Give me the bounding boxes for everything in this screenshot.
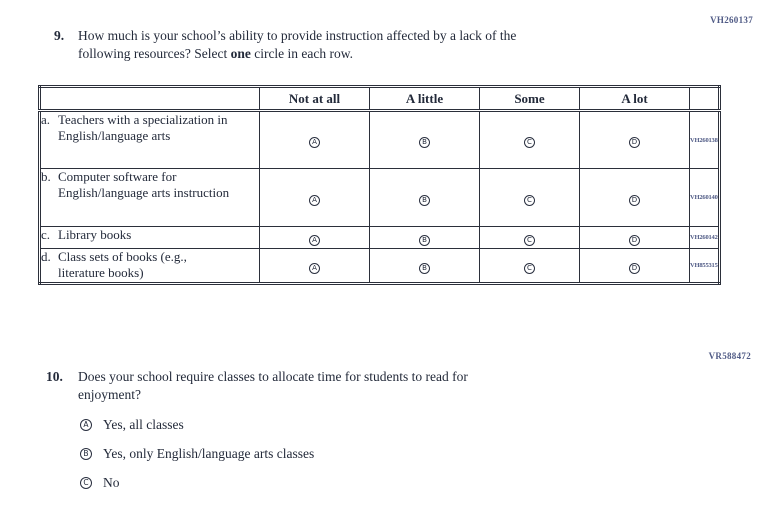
answer-circle-a[interactable]: A [309,235,320,246]
q9-prompt-bold-one: one [230,45,251,61]
option-yes-only-ela-classes [80,439,314,468]
q9-accession-code: VH260137 [710,15,753,25]
row-label-text: Teachers with a specialization in English/language arts [58,112,228,143]
answer-circle-b[interactable]: B [419,137,430,148]
answer-circle-b[interactable]: B [419,195,430,206]
row-prefix: d. [41,249,51,264]
row-label-text: Library books [58,227,132,242]
row-prefix: c. [41,227,51,242]
answer-circle-c[interactable]: C [524,235,535,246]
row-prefix: b. [41,169,51,184]
column-header-a-lot: A lot [580,87,690,111]
option-circle-a[interactable]: A [80,419,92,431]
option-label: Yes, all classes [103,416,184,432]
answer-circle-d[interactable]: D [629,235,640,246]
row-accession-code: VH260138 [690,111,720,169]
table-row [40,227,720,249]
stub-header-cell [40,87,260,111]
q10-prompt-line2: enjoyment? [78,386,141,402]
answer-circle-d[interactable]: D [629,263,640,274]
row-label-class-sets [40,249,260,284]
resource-matrix-table [38,85,721,285]
question-9-number: 9. [54,28,65,43]
table-row [40,249,720,284]
option-label: No [103,474,120,490]
row-label-teachers [40,111,260,169]
option-yes-all-classes [80,410,314,439]
answer-circle-b[interactable]: B [419,235,430,246]
answer-circle-d[interactable]: D [629,195,640,206]
row-accession-code: VH260142 [690,227,720,249]
q9-prompt-line2-post: circle in each row. [250,45,354,61]
table-header-row [40,87,720,111]
column-header-a-little: A little [370,87,480,111]
table-row [40,169,720,227]
question-10-prompt [78,368,468,403]
table-row [40,111,720,169]
row-label-text: Computer software for English/language arts instruction [58,169,230,200]
question-9-prompt [78,27,516,62]
option-circle-b[interactable]: B [80,448,92,460]
q10-prompt-line1: Does your school require classes to allocate time for students to read for [78,369,468,384]
row-prefix: a. [41,112,51,127]
row-accession-code: VH260140 [690,169,720,227]
column-header-not-at-all: Not at all [260,87,370,111]
option-no [80,468,314,497]
row-accession-code: VH855315 [690,249,720,284]
question-10-options [80,410,314,497]
answer-circle-c[interactable]: C [524,263,535,274]
option-circle-c[interactable]: C [80,477,92,489]
question-9 [54,27,654,62]
q9-prompt-line1: How much is your school’s ability to provide instruction affected by a lack of the [78,28,517,43]
answer-circle-a[interactable]: A [309,195,320,206]
code-header-cell [690,87,720,111]
answer-circle-a[interactable]: A [309,137,320,148]
row-label-text: Class sets of books (e.g., literature books) [58,249,187,280]
question-10-number: 10. [46,369,63,384]
answer-circle-b[interactable]: B [419,263,430,274]
question-10 [46,368,666,403]
answer-circle-c[interactable]: C [524,137,535,148]
column-header-some: Some [480,87,580,111]
row-label-software [40,169,260,227]
row-label-library-books [40,227,260,249]
q9-prompt-line2-pre: following resources? Select [78,45,231,61]
answer-circle-c[interactable]: C [524,195,535,206]
answer-circle-d[interactable]: D [629,137,640,148]
q10-accession-code: VR588472 [708,351,751,361]
option-label: Yes, only English/language arts classes [103,445,315,461]
answer-circle-a[interactable]: A [309,263,320,274]
